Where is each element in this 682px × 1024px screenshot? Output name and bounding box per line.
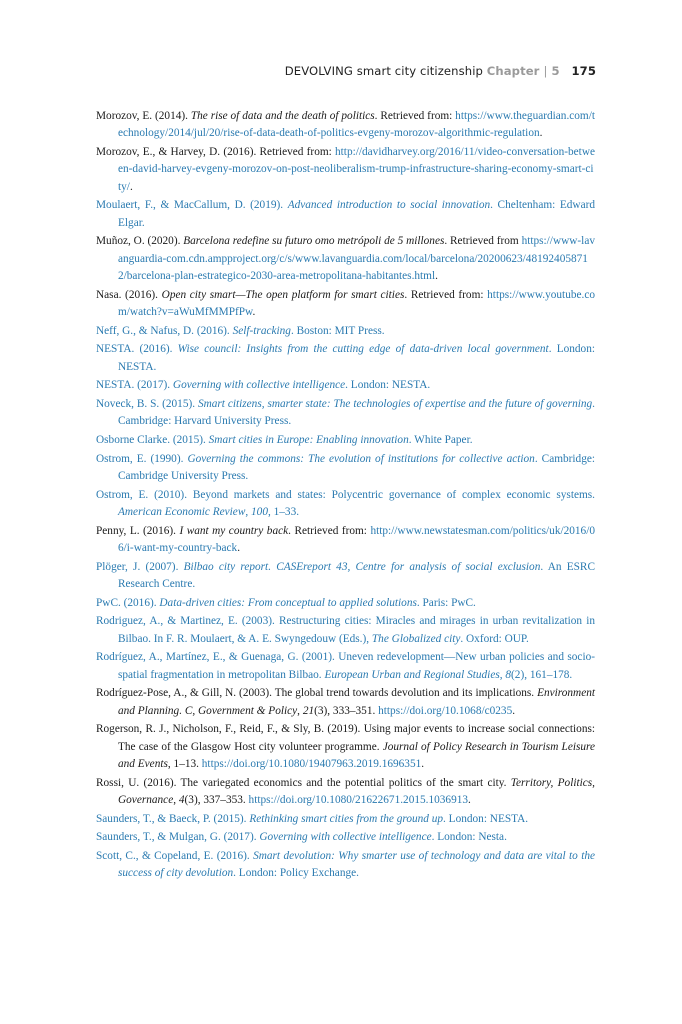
reference-entry[interactable]: Neff, G., & Nafus, D. (2016). Self-tracking. Boston: MIT Press. [96,324,385,337]
chapter-number: 5 [551,64,560,78]
reference-entry[interactable]: PwC. (2016). Data-driven cities: From conceptual to applied solutions. Paris: PwC. [96,596,476,609]
reference-entry[interactable]: Rodriguez, A., & Martinez, E. (2003). Restructuring cities: Miracles and mirages in urban revitalization in Bilbao. In F. R. Moulaert, & A. E. Swyngedouw (Eds.), The Globalized city. Oxford: OUP. [96,615,595,645]
reference-entry[interactable]: Rodríguez, A., Martínez, E., & Guenaga, G. (2001). Uneven redevelopment—New urban policies and socio-spatial fragmentation in metropolitan Bilbao. European Urban and Regional Studies, 8(2), 161–178. [96,651,595,681]
reference-entry[interactable]: Ostrom, E. (1990). Governing the commons: The evolution of institutions for collective action. Cambridge: Cambridge University Press. [96,452,596,482]
reference-entry[interactable]: Osborne Clarke. (2015). Smart cities in Europe: Enabling innovation. White Paper. [96,434,473,446]
reference-entry: Rogerson, R. J., Nicholson, F., Reid, F., & Sly, B. (2019). Using major events to increase social connections: The case of the Glasgow Host city volunteer programme. Journal of Policy Research in Tourism Leisure and Events, 1–13. https://doi.org/10.1080/19407963.2019.1696351. [96,723,596,770]
book-title: DEVOLVING smart city citizenship [284,64,483,78]
reference-link[interactable]: http://www.newstatesman.com/politics/uk/2016/06/i-want-my-country-back [118,524,595,554]
reference-list [96,108,595,884]
running-head [0,64,596,78]
reference-entry: Rossi, U. (2016). The variegated economics and the potential politics of the smart city. Territory, Politics, Governance, 4(3), 337–353. https://doi.org/10.1080/21622671.2015.1036913. [96,776,595,806]
reference-entry[interactable]: Plöger, J. (2007). Bilbao city report. CASEreport 43, Centre for analysis of social exclusion. An ESRC Research Centre. [96,560,595,590]
page-number: 175 [571,64,596,78]
reference-link[interactable]: https://doi.org/10.1068/c0235 [378,704,513,717]
reference-link[interactable]: http://davidharvey.org/2016/11/video-conversation-between-david-harvey-evgeny-morozov-on-post-neoliberalism-trump-infrastructure-sharing-economy-smart-city/ [118,146,595,193]
reference-entry[interactable]: Saunders, T., & Mulgan, G. (2017). Governing with collective intelligence. London: Nesta. [96,831,507,844]
reference-entry: Rodríguez-Pose, A., & Gill, N. (2003). The global trend towards devolution and its implications. Environment and Planning. C, Government & Policy, 21(3), 333–351. https://doi.org/10.1068/c0235. [96,687,595,717]
reference-link[interactable]: https://doi.org/10.1080/21622671.2015.1036913 [248,794,469,806]
reference-entry[interactable]: Moulaert, F., & MacCallum, D. (2019). Advanced introduction to social innovation. Cheltenham: Edward Elgar. [96,199,595,229]
reference-entry[interactable]: Noveck, B. S. (2015). Smart citizens, smarter state: The technologies of expertise and the future of governing. Cambridge: Harvard University Press. [96,398,595,428]
reference-entry: Penny, L. (2016). I want my country back. Retrieved from: http://www.newstatesman.com/politics/uk/2016/06/i-want-my-country-back. [96,524,595,554]
reference-entry: Nasa. (2016). Open city smart—The open platform for smart cities. Retrieved from: https://www.youtube.com/watch?v=aWuMfMMPfPw. [96,288,595,319]
reference-entry: Muñoz, O. (2020). Barcelona redefine su futuro omo metrópoli de 5 millones. Retrieved from https://www-lavanguardia-com.cdn.ampproject.org/c/s/www.lavanguardia.com/local/barcelona/20200623/481924058712/barcelona-plan-estrategico-2030-area-metropolitana-habitantes.html. [96,235,595,283]
reference-entry[interactable]: Saunders, T., & Baeck, P. (2015). Rethinking smart cities from the ground up. London: NESTA. [96,812,529,825]
reference-link[interactable]: https://www-lavanguardia-com.cdn.ampproject.org/c/s/www.lavanguardia.com/local/barcelona/20200623/481924058712/barcelona-plan-estrategico-2030-area-metropolitana-habitantes.html [118,235,595,283]
header-separator: | [543,64,548,78]
reference-entry[interactable]: NESTA. (2017). Governing with collective intelligence. London: NESTA. [96,379,431,392]
reference-link[interactable]: https://www.theguardian.com/technology/2014/jul/20/rise-of-data-death-of-politics-evgeny-morozov-algorithmic-regulation [118,110,595,140]
reference-entry[interactable]: Scott, C., & Copeland, E. (2016). Smart devolution: Why smarter use of technology and data are vital to the success of city devolution. London: Policy Exchange. [96,849,596,880]
reference-link[interactable]: https://www.youtube.com/watch?v=aWuMfMMPfPw [118,288,595,319]
reference-entry[interactable]: Ostrom, E. (2010). Beyond markets and states: Polycentric governance of complex economic systems. American Economic Review, 100, 1–33. [96,488,595,518]
reference-entry: Morozov, E., & Harvey, D. (2016). Retrieved from: http://davidharvey.org/2016/11/video-conversation-between-david-harvey-evgeny-morozov-on-post-neoliberalism-trump-infrastructure-sharing-economy-smart-city/. [96,146,595,193]
reference-entry[interactable]: NESTA. (2016). Wise council: Insights from the cutting edge of data-driven local government. London: NESTA. [96,343,595,373]
reference-link[interactable]: https://doi.org/10.1080/19407963.2019.1696351 [201,758,422,770]
reference-entry: Morozov, E. (2014). The rise of data and the death of politics. Retrieved from: https://www.theguardian.com/technology/2014/jul/20/rise-of-data-death-of-politics-evgeny-morozov-algorithmic-regulation. [96,110,595,140]
chapter-label: Chapter [486,64,540,78]
